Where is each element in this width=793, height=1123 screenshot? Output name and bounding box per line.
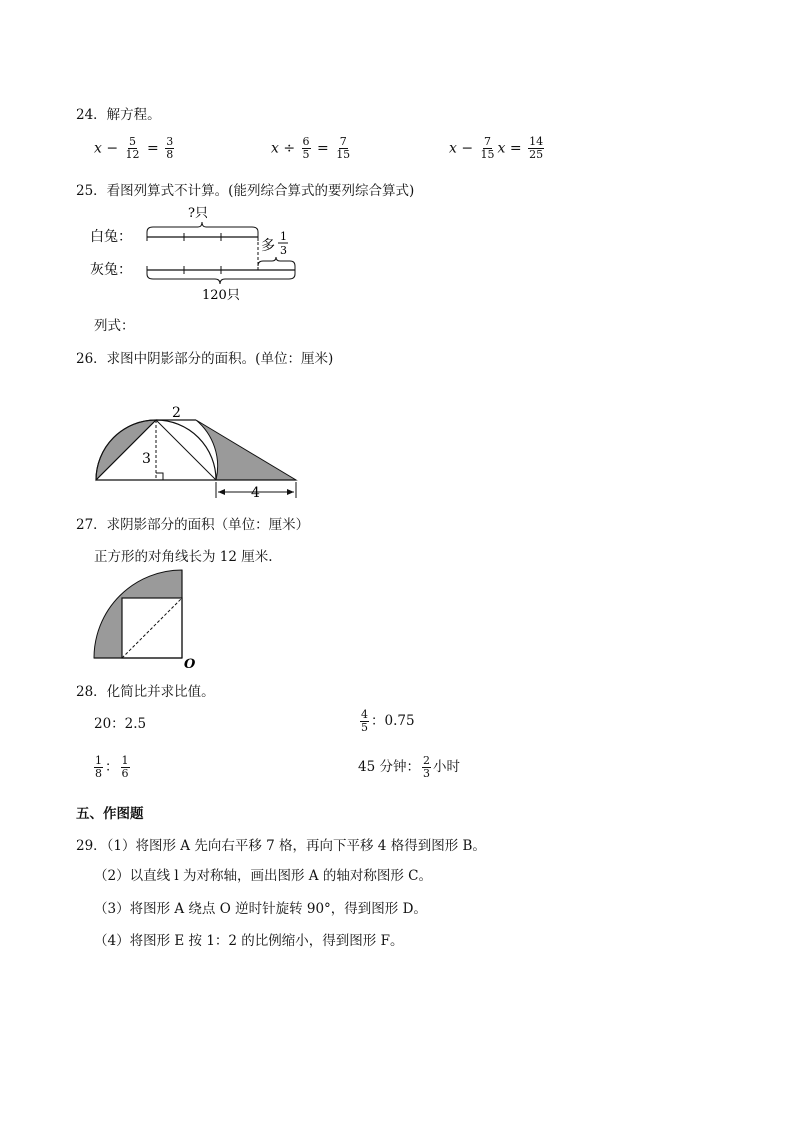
q29-line-4: （4）将图形 E 按 1：2 的比例缩小，得到图形 F。 — [94, 933, 404, 949]
gray-rabbit-label: 灰兔： — [90, 262, 132, 278]
q29-line-3: （3）将图形 A 绕点 O 逆时针旋转 90°，得到图形 D。 — [94, 901, 427, 917]
q24-title: 24．解方程。 — [76, 107, 161, 123]
bottom-brace — [147, 274, 295, 284]
ratio-item-4: 45 分钟： $\frac{2}{3}$ 小时 — [358, 754, 460, 780]
q27-description: 正方形的对角线长为 12 厘米. — [94, 549, 273, 565]
right-angle-mark — [156, 473, 163, 480]
q29-line-1: 29．（1）将图形 A 先向右平移 7 格，再向下平移 4 格得到图形 B。 — [76, 838, 486, 854]
shaded-right-region — [196, 420, 296, 480]
more-label: 多 — [261, 238, 275, 254]
q24-equation-1: x − $\frac{5}{12}$ = $\frac{3}{8}$ — [94, 135, 174, 161]
more-numerator: 1 — [280, 230, 287, 243]
dim-arrow-left — [218, 489, 225, 495]
label-bottom-4: 4 — [251, 485, 260, 501]
label-o: O — [184, 657, 196, 670]
label-top-2: 2 — [172, 405, 181, 421]
top-brace — [147, 222, 258, 232]
q24-equation-2: x ÷ $\frac{6}{5}$ = $\frac{7}{15}$ — [271, 135, 351, 161]
q26-title: 26．求图中阴影部分的面积。(单位：厘米) — [76, 351, 334, 367]
semicircle-trapezoid-figure — [90, 400, 310, 505]
q28-title: 28．化简比并求比值。 — [76, 684, 215, 700]
ratio-item-1: 20：2.5 — [94, 716, 147, 732]
rabbit-line-diagram — [90, 200, 320, 310]
q24-equation-3: x − $\frac{7}{15}$ x = $\frac{14}{25}$ — [449, 135, 544, 161]
quarter-circle-square-figure — [90, 568, 200, 670]
q29-line-2: （2）以直线 l 为对称轴，画出图形 A 的轴对称图形 C。 — [94, 868, 432, 884]
q27-title: 27．求阴影部分的面积（单位：厘米） — [76, 517, 310, 533]
white-rabbit-label: 白兔： — [90, 229, 132, 245]
more-denominator: 3 — [280, 244, 287, 257]
ratio-item-3: $\frac{1}{8}$ ： $\frac{1}{6}$ — [95, 754, 129, 780]
question-label: ?只 — [188, 206, 208, 221]
ratio-item-2: $\frac{4}{5}$ ：0.75 — [361, 708, 415, 734]
dim-arrow-right — [287, 489, 294, 495]
label-height-3: 3 — [142, 451, 151, 467]
total-label: 120只 — [202, 288, 240, 303]
q25-title: 25．看图列算式不计算。(能列综合算式的要列综合算式) — [76, 183, 415, 199]
more-brace — [258, 257, 295, 266]
section-5-title: 五、作图题 — [76, 806, 144, 822]
q25-formula-label: 列式： — [94, 318, 135, 334]
